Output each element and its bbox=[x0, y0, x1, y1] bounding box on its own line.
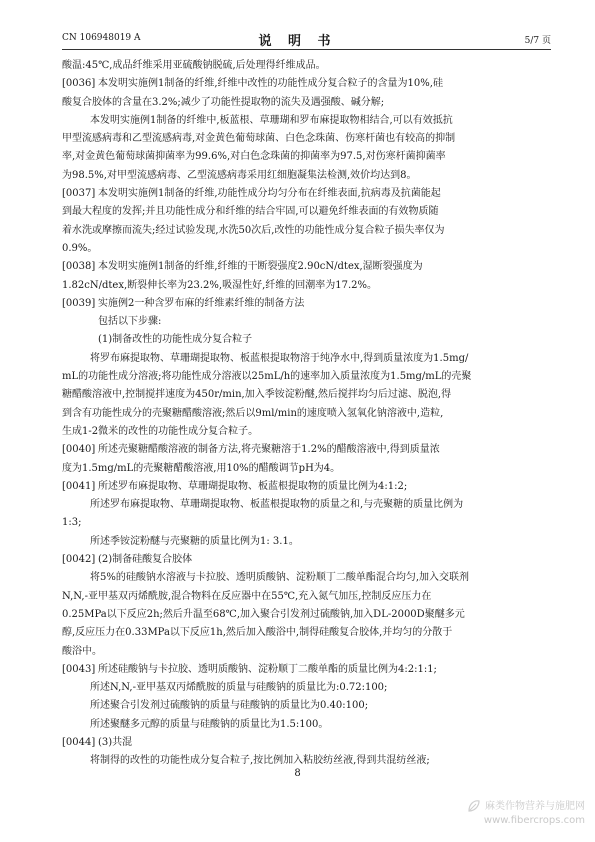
text-line: 所述聚醚多元醇的质量与硅酸钠的质量比为1.5:100。 bbox=[90, 718, 329, 730]
text-line: 度为1.5mg/mL的壳聚糖醋酸溶液,用10%的醋酸调节pH为4。 bbox=[62, 462, 341, 474]
text-line: 将罗布麻提取物、草珊瑚提取物、板蓝根提取物溶于纯净水中,得到质量浓度为1.5mg/ bbox=[90, 352, 469, 364]
paragraph-text: 本发明实施例1制备的纤维,纤维的干断裂强度2.90cN/dtex,湿断裂强度为 bbox=[98, 261, 423, 273]
watermark-url: www.fibercrops.com bbox=[483, 815, 585, 826]
paragraph-line-0039 bbox=[62, 295, 551, 313]
paragraph-text: 所述罗布麻提取物、草珊瑚提取物、板蓝根提取物的质量比例为4:1:2; bbox=[98, 480, 408, 492]
text-line: 所述N,N,-亚甲基双丙烯酰胺的质量与硅酸钠的质量比为:0.72:100; bbox=[90, 682, 388, 694]
paragraph-number: [0041] bbox=[62, 480, 96, 492]
text-line: mL的功能性成分溶液;将功能性成分溶液以25mL/h的速率加入质量浓度为1.5mg/mL的壳聚 bbox=[62, 371, 472, 383]
paragraph-number: [0036] bbox=[62, 78, 96, 90]
text-line: 酸浴中。 bbox=[62, 645, 102, 657]
paragraph-line-0042 bbox=[62, 551, 551, 569]
text-line: 到含有功能性成分的壳聚糖醋酸溶液;然后以9ml/min的速度喷入氢氧化钠溶液中,造粒, bbox=[62, 407, 444, 419]
paragraph-text: 所述壳聚糖醋酸溶液的制备方法,将壳聚糖溶于1.2%的醋酸溶液中,得到质量浓 bbox=[98, 444, 440, 456]
text-line: 酸温:45℃,成品纤维采用亚硫酸钠脱硫,后处理得纤维成品。 bbox=[62, 60, 326, 71]
text-line: 着水洗或摩擦而流失;经过试验发现,水洗50次后,改性的功能性成分复合粒子损失率仅为 bbox=[62, 224, 445, 236]
text-line: 1:3; bbox=[62, 517, 82, 529]
page-of-indicator: 5/7 页 bbox=[524, 36, 551, 46]
paragraph-line-0036 bbox=[62, 75, 551, 93]
paragraph-line-0040 bbox=[62, 441, 551, 459]
text-line: 1.82cN/dtex,断裂伸长率为23.2%,吸湿性好,纤维的回潮率为17.2%。 bbox=[62, 279, 378, 291]
paragraph-number: [0044] bbox=[62, 736, 96, 748]
text-line: 糖醋酸溶液中,控制搅拌速度为450r/min,加入季铵淀粉醚,然后搅拌均匀后过滤、脱泡,得 bbox=[62, 389, 452, 401]
text-line: (1)制备改性的功能性成分复合粒子 bbox=[98, 334, 253, 346]
text-line: 所述聚合引发剂过硫酸钠的质量与硅酸钠的质量比为0.40:100; bbox=[90, 700, 369, 712]
paragraph-text: 本发明实施例1制备的纤维,纤维中改性的功能性成分复合粒子的含量为10%,硅 bbox=[98, 78, 443, 90]
text-line: 0.25MPa以下反应2h;然后升温至68℃,加入聚合引发剂过硫酸钠,加入DL-2000D聚醚多元 bbox=[62, 608, 465, 620]
text-line: 生成1-2微米的改性的功能性成分复合粒子。 bbox=[62, 425, 259, 437]
leaf-logo-icon bbox=[467, 799, 481, 813]
paragraph-number: [0039] bbox=[62, 297, 96, 309]
paragraph-text: 所述硅酸钠与卡拉胶、透明质酸钠、淀粉顺丁二酸单酯的质量比例为4:2:1:1; bbox=[98, 663, 437, 675]
text-line: 包括以下步骤: bbox=[98, 316, 162, 328]
document-body bbox=[62, 57, 551, 771]
header-divider bbox=[62, 49, 551, 50]
paragraph-line-0044 bbox=[62, 734, 551, 752]
text-line: 将制得的改性的功能性成分复合粒子,按比例加入粘胶纺丝液,得到共混纺丝液; bbox=[90, 755, 430, 767]
page-number: 8 bbox=[294, 768, 301, 779]
paragraph-number: [0042] bbox=[62, 554, 96, 566]
text-line: 到最大程度的发挥;并且功能性成分和纤维的结合牢固,可以避免纤维表面的有效物质随 bbox=[62, 206, 439, 218]
text-line: 0.9%。 bbox=[62, 242, 98, 254]
document-type-title: 说 明 书 bbox=[258, 34, 337, 49]
watermark-title: 麻类作物营养与施肥网 bbox=[435, 799, 585, 814]
text-line: 率,对金黄色葡萄球菌抑菌率为99.6%,对白色念珠菌的抑菌率为97.5,对伤寒杆菌抑菌率 bbox=[62, 151, 446, 163]
paragraph-line-0037 bbox=[62, 185, 551, 203]
text-line: 将5%的硅酸钠水溶液与卡拉胶、透明质酸钠、淀粉顺丁二酸单酯混合均匀,加入交联剂 bbox=[90, 572, 470, 584]
paragraph-number: [0043] bbox=[62, 663, 96, 675]
paragraph-number: [0040] bbox=[62, 444, 96, 456]
paragraph-line-0041 bbox=[62, 478, 551, 496]
patent-number: CN 106948019 A bbox=[62, 33, 141, 43]
text-line: 醇,反应压力在0.33MPa以下反应1h,然后加入酸浴中,制得硅酸复合胶体,并均匀的分散于 bbox=[62, 627, 453, 639]
paragraph-number: [0037] bbox=[62, 188, 96, 200]
text-line: N,N,-亚甲基双丙烯酰胺,混合物料在反应器中在55℃,充入氮气加压,控制反应压力在 bbox=[62, 590, 432, 602]
watermark bbox=[435, 799, 585, 828]
text-line: 本发明实施例1制备的纤维中,板蓝根、草珊瑚和罗布麻提取物相结合,可以有效抵抗 bbox=[90, 114, 453, 126]
paragraph-text: (3)共混 bbox=[98, 736, 133, 748]
text-line: 甲型流感病毒和乙型流感病毒,对金黄色葡萄球菌、白色念珠菌、伤寒杆菌也有较高的抑制 bbox=[62, 133, 456, 145]
text-line: 所述季铵淀粉醚与壳聚糖的质量比例为1: 3.1。 bbox=[90, 535, 299, 547]
paragraph-text: 本发明实施例1制备的纤维,功能性成分均匀分布在纤维表面,抗病毒及抗菌能起 bbox=[98, 188, 441, 200]
text-line: 酸复合胶体的含量在3.2%;减少了功能性提取物的流失及遇强酸、碱分解; bbox=[62, 96, 385, 108]
text-line: 所述罗布麻提取物、草珊瑚提取物、板蓝根提取物的质量之和,与壳聚糖的质量比例为 bbox=[90, 499, 464, 511]
text-line: 为98.5%,对甲型流感病毒、乙型流感病毒采用红细胞凝集法检测,效价均达到8。 bbox=[62, 169, 417, 181]
paragraph-line-0038 bbox=[62, 258, 551, 276]
paragraph-line-0043 bbox=[62, 661, 551, 679]
paragraph-text: (2)制备硅酸复合胶体 bbox=[98, 554, 193, 566]
paragraph-number: [0038] bbox=[62, 261, 96, 273]
paragraph-text: 实施例2一种含罗布麻的纤维素纤维的制备方法 bbox=[98, 297, 305, 309]
